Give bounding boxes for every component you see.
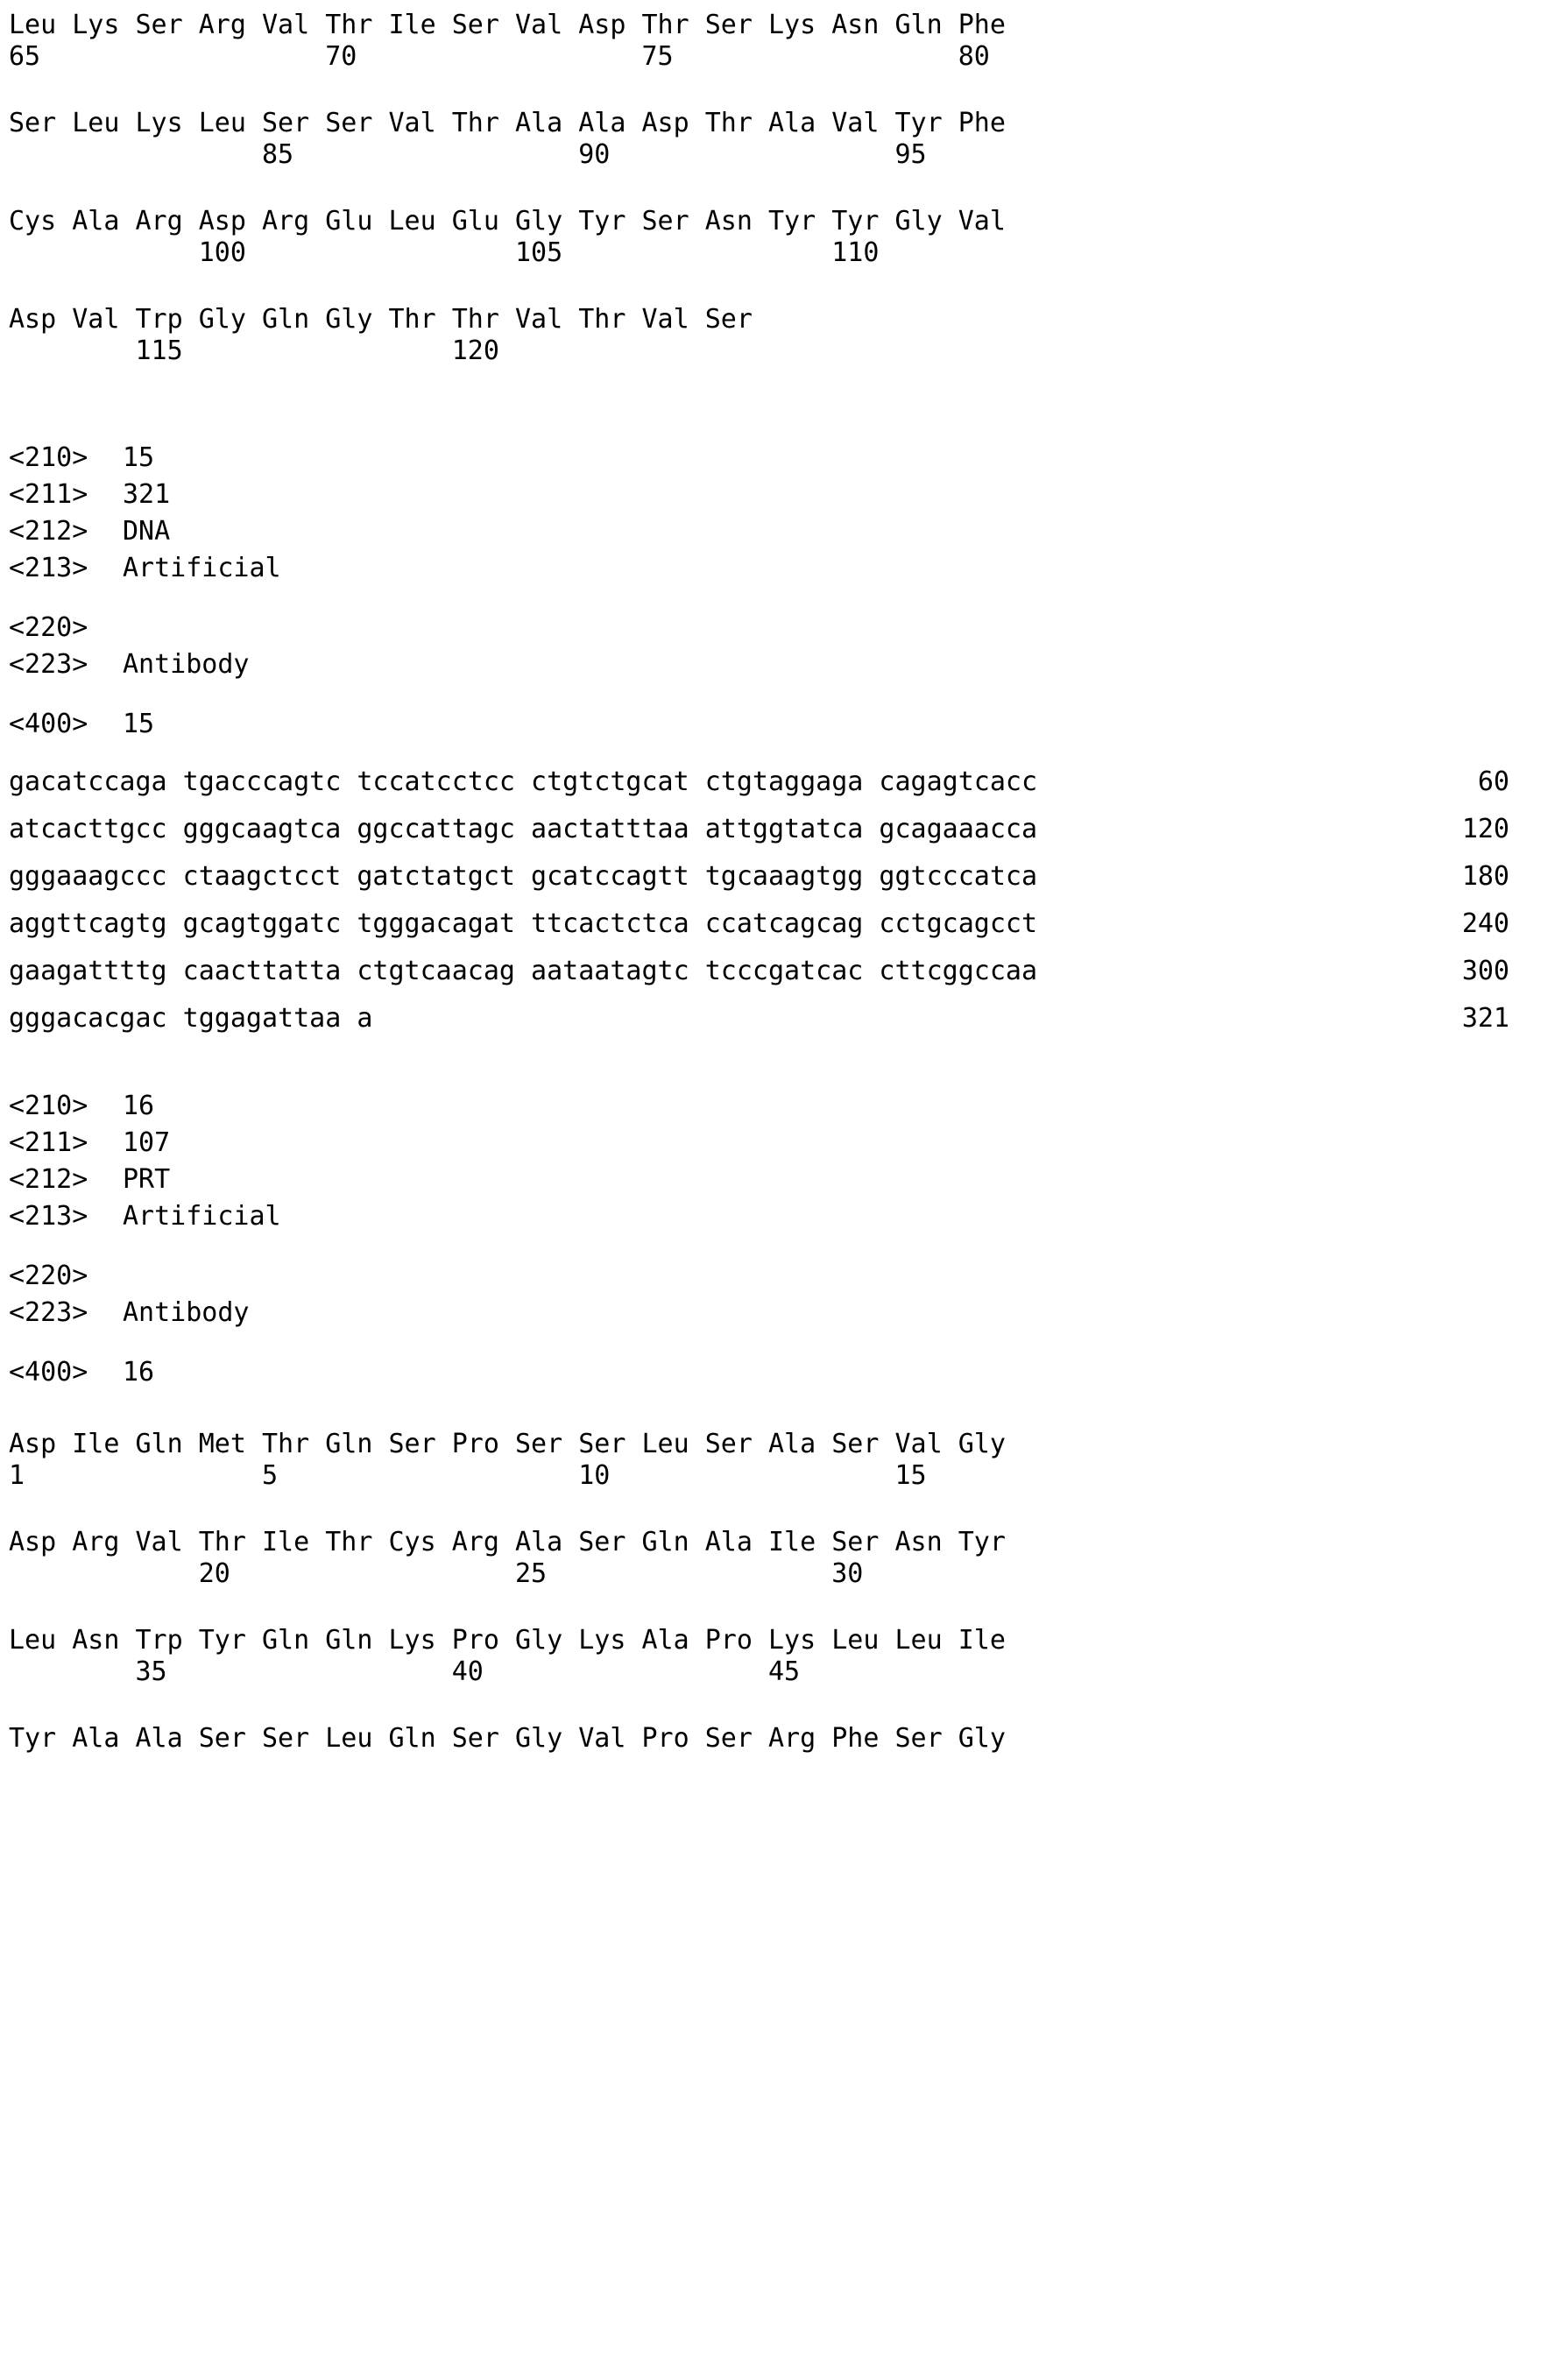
- residue-line: Tyr Ala Ala Ser Ser Leu Gln Ser Gly Val Pro Ser Arg Phe Ser Gly: [9, 1723, 1006, 1754]
- sequence-header-15: [9, 440, 1509, 587]
- dna-text: gggaaagccc ctaagctcct gatctatgct gcatccagtt tgcaaagtgg ggtcccatca: [9, 861, 1037, 892]
- residue-number-line: 100 105 110: [9, 237, 880, 268]
- dna-text: gaagattttg caacttatta ctgtcaacag aataatagtc tcccgatcac cttcggccaa: [9, 956, 1037, 986]
- tag-label: <210>: [9, 442, 88, 473]
- dna-text: atcacttgcc gggcaagtca ggccattagc aactatttaa attggtatca gcagaaacca: [9, 814, 1037, 844]
- tag-row: [9, 477, 1509, 513]
- dna-position: 300: [1461, 956, 1509, 986]
- residue-number-line: 85 90 95: [9, 139, 927, 170]
- residue-number-line: 35 40 45: [9, 1656, 801, 1687]
- block-spacer: [9, 1414, 1509, 1428]
- tag-label: <211>: [9, 479, 88, 510]
- tag-value: Artificial: [123, 1201, 281, 1232]
- block-spacer: [9, 401, 1509, 440]
- tag-value: DNA: [123, 516, 171, 547]
- dna-position: 120: [1461, 814, 1509, 844]
- tag-value: Antibody: [123, 649, 250, 680]
- residue-line: Ser Leu Lys Leu Ser Ser Val Thr Ala Ala Asp Thr Ala Val Tyr Phe: [9, 108, 1006, 138]
- tag-row: [9, 550, 1509, 587]
- dna-line: [9, 766, 1509, 799]
- dna-sequence-block: [9, 766, 1509, 1035]
- sequence-feature-16: [9, 1258, 1509, 1331]
- sequence-block-protein: [9, 1722, 1509, 1755]
- tag-value: 321: [123, 479, 171, 510]
- tag-value: 15: [123, 442, 155, 473]
- sequence-start-16: [9, 1354, 1509, 1391]
- dna-position: 240: [1461, 908, 1509, 939]
- tag-row: [9, 706, 1509, 743]
- sequence-block-protein-continuation: [9, 205, 1509, 270]
- dna-line: [9, 860, 1509, 893]
- residue-number-line: 115 120: [9, 335, 499, 366]
- tag-row: [9, 1258, 1509, 1295]
- residue-line: Asp Arg Val Thr Ile Thr Cys Arg Ala Ser Gln Ala Ile Ser Asn Tyr: [9, 1527, 1006, 1557]
- tag-label: <220>: [9, 1261, 88, 1291]
- tag-row: [9, 1088, 1509, 1125]
- sequence-start-15: [9, 706, 1509, 743]
- tag-label: <213>: [9, 1201, 88, 1232]
- tag-label: <213>: [9, 553, 88, 583]
- tag-row: [9, 1125, 1509, 1162]
- tag-label: <212>: [9, 1164, 88, 1195]
- dna-line: [9, 908, 1509, 941]
- sequence-block-protein-continuation: [9, 303, 1509, 368]
- tag-label: <400>: [9, 1357, 88, 1388]
- tag-row: [9, 1198, 1509, 1235]
- sequence-block-protein: [9, 1624, 1509, 1689]
- dna-line: [9, 813, 1509, 846]
- tag-row: [9, 646, 1509, 683]
- residue-number-line: 20 25 30: [9, 1558, 864, 1589]
- residue-number-line: 1 5 10 15: [9, 1460, 927, 1491]
- dna-text: gacatccaga tgacccagtc tccatcctcc ctgtctgcat ctgtaggaga cagagtcacc: [9, 766, 1037, 797]
- dna-text: aggttcagtg gcagtggatc tgggacagat ttcactctca ccatcagcag cctgcagcct: [9, 908, 1037, 939]
- tag-label: <400>: [9, 709, 88, 739]
- tag-value: 15: [123, 709, 155, 739]
- sequence-feature-15: [9, 610, 1509, 683]
- tag-value: Artificial: [123, 553, 281, 583]
- sequence-block-protein-continuation: [9, 107, 1509, 172]
- tag-value: 16: [123, 1357, 155, 1388]
- tag-row: [9, 610, 1509, 646]
- residue-line: Cys Ala Arg Asp Arg Glu Leu Glu Gly Tyr Ser Asn Tyr Tyr Gly Val: [9, 206, 1006, 237]
- dna-position: 321: [1461, 1003, 1509, 1034]
- tag-label: <220>: [9, 612, 88, 643]
- tag-row: [9, 513, 1509, 550]
- tag-value: PRT: [123, 1164, 171, 1195]
- tag-value: 16: [123, 1091, 155, 1121]
- dna-position: 180: [1461, 861, 1509, 892]
- sequence-block-protein-continuation: [9, 9, 1509, 74]
- dna-line: [9, 955, 1509, 988]
- dna-line: [9, 1002, 1509, 1035]
- tag-row: [9, 1354, 1509, 1391]
- tag-label: <212>: [9, 516, 88, 547]
- tag-row: [9, 1162, 1509, 1198]
- dna-position: 60: [1477, 766, 1509, 797]
- tag-row: [9, 440, 1509, 477]
- tag-label: <210>: [9, 1091, 88, 1121]
- residue-number-line: 65 70 75 80: [9, 41, 990, 72]
- sequence-block-protein: [9, 1428, 1509, 1493]
- tag-label: <223>: [9, 1297, 88, 1328]
- residue-line: Leu Lys Ser Arg Val Thr Ile Ser Val Asp Thr Ser Lys Asn Gln Phe: [9, 10, 1006, 40]
- block-spacer: [9, 1049, 1509, 1088]
- residue-line: Asp Ile Gln Met Thr Gln Ser Pro Ser Ser Leu Ser Ala Ser Val Gly: [9, 1429, 1006, 1459]
- sequence-header-16: [9, 1088, 1509, 1235]
- residue-line: Asp Val Trp Gly Gln Gly Thr Thr Val Thr Val Ser: [9, 304, 753, 335]
- tag-label: <223>: [9, 649, 88, 680]
- tag-label: <211>: [9, 1127, 88, 1158]
- tag-row: [9, 1295, 1509, 1331]
- tag-value: 107: [123, 1127, 171, 1158]
- sequence-block-protein: [9, 1526, 1509, 1591]
- dna-text: gggacacgac tggagattaa a: [9, 1003, 373, 1034]
- residue-line: Leu Asn Trp Tyr Gln Gln Lys Pro Gly Lys Ala Pro Lys Leu Leu Ile: [9, 1625, 1006, 1656]
- tag-value: Antibody: [123, 1297, 250, 1328]
